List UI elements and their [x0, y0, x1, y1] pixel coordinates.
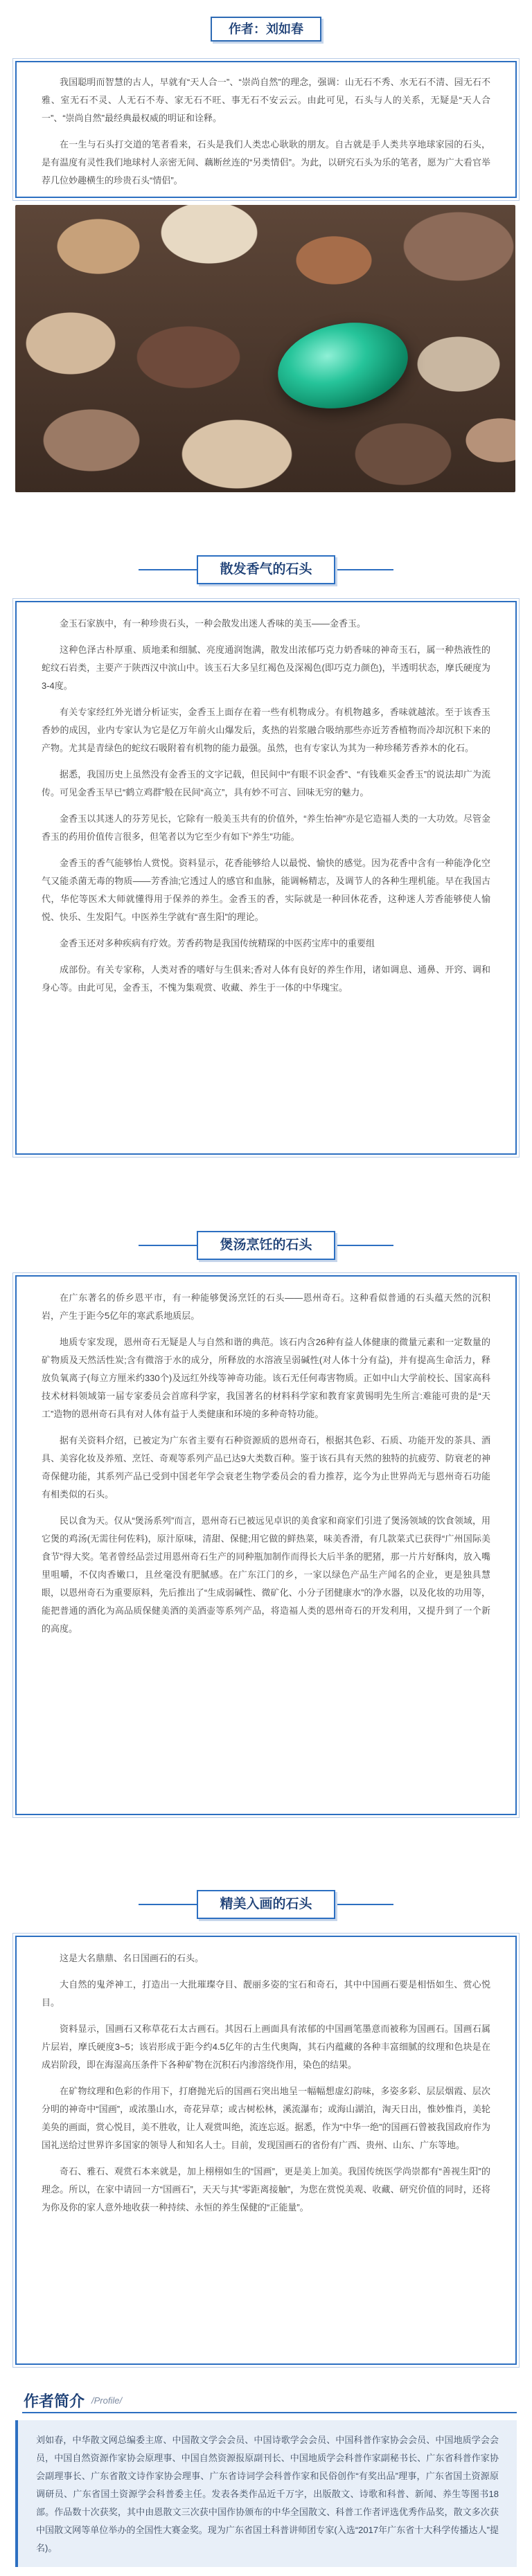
- section-paragraph: 这是大名鼎鼎、名日国画石的石头。: [60, 1953, 204, 1963]
- bio-subtitle: /Profile/: [91, 2395, 123, 2406]
- section-paragraph: 据有关资料介绍，已被定为广东省主要有石种资源质的恩州奇石，根据其色彩、石质、功能开发的茶具、酒具、美容化妆及养殖、烹饪、奇观等系列产品已达9大类数百种。鉴于该石具有天然的独特的抗疲劳、防衰老的神奇保健功能，其系列产品已受到中国老年学会衰老生物学委员会的看力推荐，迄今为止世界尚无与恩州奇石功能有相类似的石头。: [42, 1435, 490, 1499]
- section-paragraph: 资料显示，国画石又称草花石太古画石。其因石上画面具有浓郁的中国画笔墨意而被称为国画石。国画石属片层岩，摩氏硬度3~5；该岩形成于距今约4.5亿年的古生代奥陶，其石内蕴藏的各种丰富细腻的纹理和色块是在成岩阶段，即在海湿高压条件下各种矿物在沉积石内渗溶绕作用，染色的结果。: [42, 2024, 490, 2070]
- bio-box: [15, 2420, 517, 2567]
- section-paragraph: 据悉，我国历史上虽然没有金香玉的文字记载，但民间中“有眼不识金香”、“有钱难买金香玉”的说法却广为流传。可见金香玉早已“鹤立鸡群”般在民间“高立”，具有妙不可言、回味无穷的魅力。: [42, 769, 490, 798]
- section-title-painting-stone: [0, 1890, 532, 1920]
- intro-paragraph: 在一生与石头打交道的笔者看来，石头是我们人类忠心耿耿的朋友。自古就是手人类共享地球家园的石头，是有温度有灵性我们地球村人亲密无间、藕断丝连的“另类情侣”。为此，以研究石头为乐的笔者，愿为广大看官举荐几位妙趣横生的珍贵石头“情侣”。: [42, 139, 490, 186]
- title-left-line: [139, 1245, 197, 1246]
- bio-title: 作者简介: [24, 2393, 85, 2410]
- title-right-line: [335, 1245, 393, 1246]
- section-paragraph: 大自然的鬼斧神工，打造出一大批璀璨夺目、靓丽多姿的宝石和奇石，其中中国画石要是相悟如生、赏心悦目。: [42, 1979, 490, 2008]
- title-right-line: [335, 1904, 393, 1905]
- section-paragraph: 金香玉的香气能够怡人赏悦。资料显示，花香能够给人以最悦、愉快的感觉。因为花香中含有一种能净化空气又能杀菌无毒的物质——芳香油;它透过人的感官和血脉，能调畅精志，及调节人的各种生理机能。早在我国古代，华佗等医术大师就懂得用于保养的养生。金香玉的香，实际就是一种回休花香，这种迷人芳香能够使人愉悦、快乐、生发阳气。中医养生学就有“喜生阳”的理论。: [42, 858, 490, 922]
- section-title-label: 精美入画的石头: [197, 1890, 335, 1919]
- section-title-label: 散发香气的石头: [197, 555, 335, 584]
- section-title-fragrant-stone: [0, 555, 532, 586]
- section-paragraph: 金玉石家族中，有一种珍贵石头，一种会散发出迷人香味的美玉——金香玉。: [60, 618, 366, 629]
- author-header: [0, 0, 532, 44]
- title-left-line: [139, 1904, 197, 1905]
- bio-divider: [22, 2412, 517, 2413]
- section-title-cooking-stone: [0, 1231, 532, 1261]
- section-paragraph: 奇石、雅石、观赏石本来就是，加上栩栩如生的“国画”，更是美上加美。我国传统医学尚崇都有“善视生阳”的理念。所以，在家中请回一方“国画石”，天天与其“零距离接触”，为您在赏悦美观、收藏、研究价值的同时，还将为你及你的家人意外地收获一种持续、永恒的养生保健的“正能量”。: [42, 2166, 490, 2213]
- section-paragraph: 在矿物纹理和色彩的作用下，打磨抛光后的国画石突出地呈一幅幅想虚幻韵味，多姿多彩、层层烟霞、层次分明的神奇中“国画”，或浓墨山水，奇花异草；或古树松林，溪流瀑布；或海山湖泊，淘天日出，惟妙惟肖，美轮美奂的画面，赏心悦目，美不胜收，让人观赏叫绝，流连忘返。据悉，作为“中华一绝”的国画石曾被我国政府作为国礼送给过世界许多国家的领导人和知名人士。目前，发现国画石的省份有广西、贵州、山东、广东等地。: [42, 2086, 490, 2150]
- section-panel-painting-stone: [15, 1936, 517, 2365]
- title-right-line: [335, 569, 393, 570]
- section-paragraph: 地质专家发现，恩州奇石无疑是人与自然和谐的典范。该石内含26种有益人体健康的微量元素和一定数量的矿物质及天然活性炭;含有微溶于水的成分，所释放的水溶液呈弱碱性(对人体十分有益)，并有提高生命活力，释放负氧离子(每立方厘米约330个)及远红外线等神奇功能。该石无任何毒害物质。正如中山大学前校长、国家高科技术材料领域第一届专家委员会首席科学家，我国著名的材料科学家和教育家黄锡明先生所言:难能可贵的是“天工”造物的恩州奇石具有对人体有益于人类健康和环境的多种奇特功能。: [42, 1337, 490, 1419]
- section-paragraph: 在广东著名的侨乡恩平市，有一种能够煲汤烹饪的石头——恩州奇石。这种看似普通的石头蕴天然的沉积岩，产生于距今5亿年的寒武系地质层。: [42, 1292, 490, 1321]
- section-paragraph: 有关专家经红外光谱分析证实，金香玉上面存在着一些有机物成分。有机物越多，香味就越浓。至于该香玉香妙的成因，业内专家认为它是亿万年前火山爆发后，炙热的岩浆融合吸纳那些亦近芳香植物而冷却沉积下来的产物。尤其是青绿色的蛇纹石吸附着有机物的能力最强。虽然，也有专家认为其为一种珍稀芳香养木的化石。: [42, 707, 490, 753]
- author-label: 作者：刘如春: [211, 17, 321, 42]
- section-paragraph: 金香玉还对多种疾病有疗效。芳香药物是我国传统精琛的中医药宝库中的重要组: [60, 938, 375, 948]
- section-paragraph: 这种色泽古朴厚重、质地柔和细腻、亮度通润饱满，散发出浓郁巧克力奶香味的神奇玉石，属一种热液性的蛇纹石岩类，主要产于陕西汉中滨山中。该玉石大多呈红褐色及深褐色(即巧克力颜色)，半透明状态，摩氏硬度为3-4度。: [42, 645, 490, 691]
- section-paragraph: 金香玉以其迷人的芬芳见长，它除有一般美玉共有的价值外，“养生怡神”亦是它造福人类的一大功效。尽管金香玉的药用价值传言很多，但笔者以为它至少有如下“养生”功能。: [42, 813, 490, 842]
- pebbles-photo: [15, 205, 515, 492]
- section-panel-fragrant-stone: [15, 601, 517, 1155]
- title-left-line: [139, 569, 197, 570]
- bio-header: [15, 2386, 517, 2413]
- section-title-label: 煲汤烹饪的石头: [197, 1231, 335, 1260]
- section-paragraph: 民以食为天。仅从“煲汤系列”而言，恩州奇石已被远见卓识的美食家和商家们引进了煲汤领域的饮食领域，用它煲的鸡汤(无需往何佐料)，原汁原味，清甜、保健;用它做的鲜热菜，味美香滑，有几款菜式已获得“广州国际美食节”得大奖。笔者曾经品尝过用恩州奇石生产的同种瓶加制作而得长大后半条的肥猪，那一片片好酥肉，放入嘴里咀嚼，不仅肉香嫩口，且丝毫没有肥腻感。在广东江门的乡，一家以绿色产品生产闻名的企业，更是独具慧眼，以恩州奇石为重要原料，先后推出了“生成弱碱性、微矿化、小分子团健康水”的净水器，以及化妆的功用等，能把普通的酒化为高品质保健美酒的美酒壶等系列产品，将造福人类的恩州奇石的开发利用，又提升到了一个新的高度。: [42, 1515, 490, 1634]
- section-panel-cooking-stone: [15, 1275, 517, 1815]
- bio-text: 刘如春，中华散文网总编委主席、中国散文学会会员、中国诗歌学会会员、中国科普作家协会会员、中国地质学会会员，中国自然资源作家协会原理事、中国自然资源报原副刊长、中国地质学会科普作家副秘书长、广东省科普作家协会副理事长、广东省散文诗作家协会理事、广东省诗词学会科普作家和民俗创作“有奖出品”理事，广东省国土资源原调研员、广东省国土资源学会科普委主任。发表各类作品近千万字，出版散文、诗歌和科普、新闻、养生等图书18部。作品数十次获奖，其中由恩散文三次获中国作协颁布的中华全国散文、科普工作者评选优秀作品奖，散文多次获中国散文网等单位举办的全国性大赛金奖。现为广东省国土科普讲师团专家(入选“2017年广东省十大科学传播达人”提名)。: [36, 2435, 499, 2553]
- green-gem-stone: [270, 312, 416, 420]
- intro-paragraph: 我国聪明而智慧的古人，早就有“天人合一”、“崇尚自然”的理念，强调：山无石不秀、水无石不清、园无石不雅、室无石不灵、人无石不寿、家无石不旺、事无石不安云云。由此可见，石头与人的关系，无疑是“天人合一”、“崇尚自然”最经典最权威的明证和诠释。: [42, 77, 490, 123]
- section-paragraph: 成部份。有关专家称，人类对香的嗜好与生俱来;香对人体有良好的养生作用，诸如调息、通鼻、开窍、调和身心等。由此可见，金香玉，不愧为集观赏、收藏、养生于一体的中华瑰宝。: [42, 964, 490, 993]
- intro-panel: [15, 61, 517, 198]
